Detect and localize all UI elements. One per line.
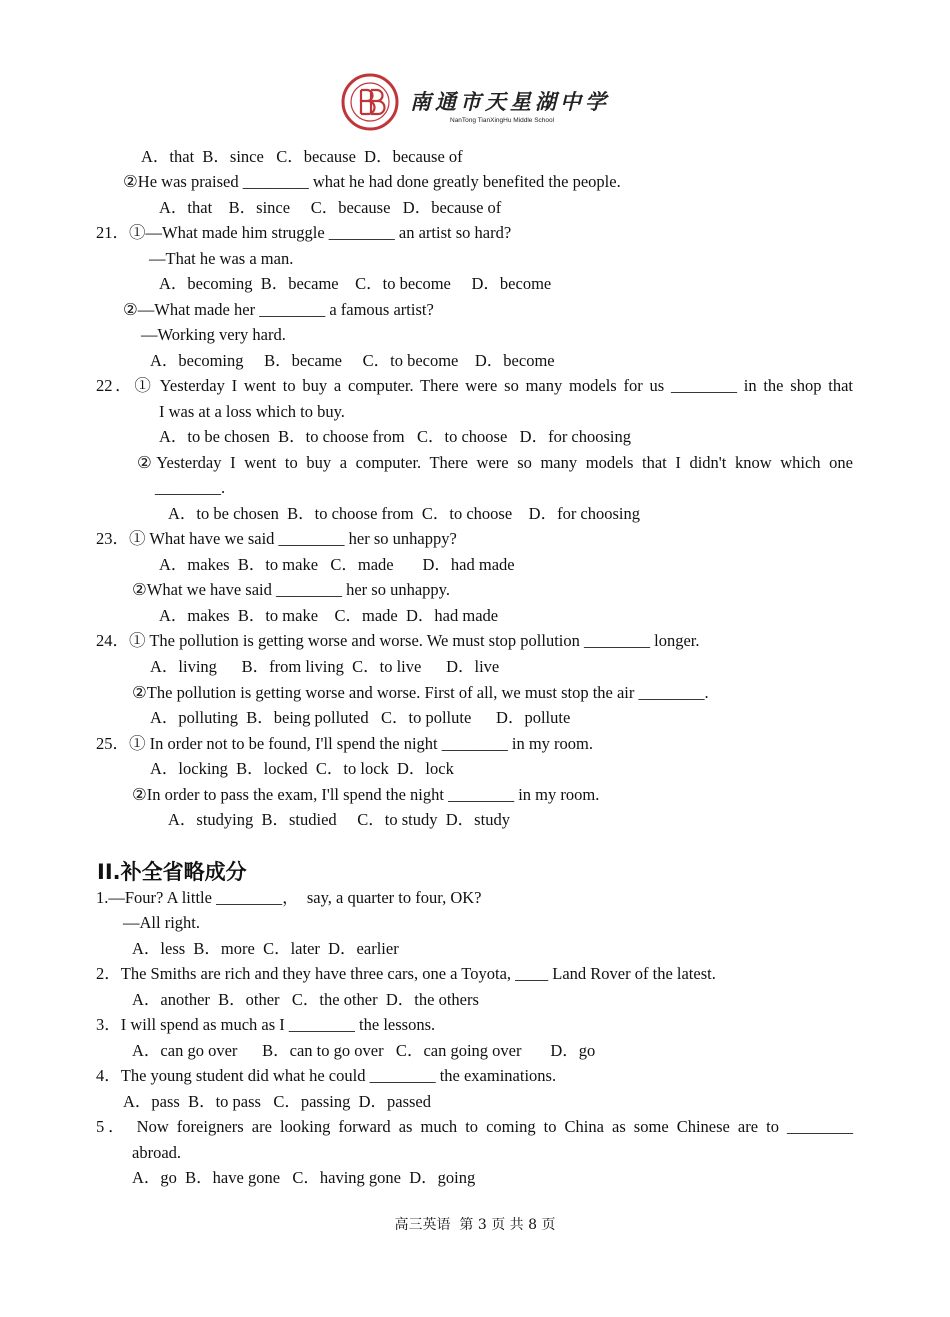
q25-1-options: A．locking B．locked C．to lock D．lock xyxy=(150,759,454,778)
q23-1-stem: 23．① What have we said ________ her so unhappy? xyxy=(96,529,457,548)
q22-1-options: A．to be chosen B．to choose from C．to choose D．for choosing xyxy=(159,427,632,446)
page-footer: 高三英语 第 3 页 共 8 页 xyxy=(394,1217,556,1233)
q20-1-options: A．that B．since C．because D．because of xyxy=(141,147,463,166)
q21-1-answer: —That he was a man. xyxy=(149,249,294,268)
q23-2-stem: ②What we have said ________ her so unhappy. xyxy=(132,580,450,599)
q23-1-options: A．makes B．to make C．made D．had made xyxy=(159,555,515,574)
q23-2-options: A．makes B．to make C．made D．had made xyxy=(159,606,499,625)
section-heading: II.补全省略成分 xyxy=(97,860,247,884)
q21-1-stem: 21．①—What made him struggle ________ an artist so hard? xyxy=(96,223,512,242)
q21-2-stem: ②—What made her ________ a famous artist? xyxy=(123,300,434,319)
q20-2-stem: ②He was praised ________ what he had done greatly benefited the people. xyxy=(123,172,621,191)
q20-2-options: A．that B．since C．because D．because of xyxy=(159,198,502,217)
s2-q3-stem: 3．I will spend as much as I ________ the lessons. xyxy=(96,1015,436,1034)
q25-1-stem: 25．① In order not to be found, I'll spend the night ________ in my room. xyxy=(96,734,593,753)
q22-2-stem-continued: ________. xyxy=(155,478,226,497)
s2-q1-answer: —All right. xyxy=(123,913,200,932)
s2-q5-options: A．go B．have gone C．having gone D．going xyxy=(132,1168,476,1187)
school-seal-logo xyxy=(340,72,400,132)
q22-2-stem: ②Yesterday I went to buy a computer. There were so many models that I didn't know which one xyxy=(137,453,853,472)
s2-q1-stem: 1.—Four? A little ________， say, a quarter to four, OK? xyxy=(96,888,482,907)
school-name-english: NanTong TianXingHu Middle School xyxy=(450,117,555,124)
q22-1-stem: 22．① Yesterday I went to buy a computer. There were so many models for us ________ in the shop that xyxy=(96,376,853,395)
q25-2-stem: ②In order to pass the exam, I'll spend the night ________ in my room. xyxy=(132,785,600,804)
q24-2-options: A．polluting B．being polluted C．to pollute D．pollute xyxy=(150,708,571,727)
s2-q5-stem-continued: abroad. xyxy=(132,1143,182,1162)
s2-q5-stem: 5． Now foreigners are looking forward as much to coming to China as some Chinese are to ________ xyxy=(96,1117,853,1136)
s2-q1-options: A．less B．more C．later D．earlier xyxy=(132,939,399,958)
q24-1-options: A．living B．from living C．to live D．live xyxy=(150,657,500,676)
q22-2-options: A．to be chosen B．to choose from C．to choose D．for choosing xyxy=(168,504,641,523)
s2-q3-options: A．can go over B．can to go over C．can going over D．go xyxy=(132,1041,596,1060)
q21-2-options: A．becoming B．became C．to become D．become xyxy=(150,351,555,370)
school-name: 南通市天星湖中学 xyxy=(410,89,610,114)
q24-1-stem: 24．① The pollution is getting worse and worse. We must stop pollution ________ longer. xyxy=(96,631,700,650)
s2-q4-options: A．pass B．to pass C．passing D．passed xyxy=(123,1092,431,1111)
q21-1-options: A．becoming B．became C．to become D．become xyxy=(159,274,552,293)
s2-q2-options: A．another B．other C．the other D．the others xyxy=(132,990,479,1009)
s2-q2-stem: 2．The Smiths are rich and they have three cars, one a Toyota, ____ Land Rover of the latest. xyxy=(96,964,716,983)
q21-2-answer: —Working very hard. xyxy=(141,325,286,344)
q24-2-stem: ②The pollution is getting worse and worse. First of all, we must stop the air ________. xyxy=(132,683,709,702)
q25-2-options: A．studying B．studied C．to study D．study xyxy=(168,810,510,829)
school-header xyxy=(340,72,610,132)
q22-1-stem-continued: I was at a loss which to buy. xyxy=(159,402,345,421)
s2-q4-stem: 4．The young student did what he could ________ the examinations. xyxy=(96,1066,557,1085)
